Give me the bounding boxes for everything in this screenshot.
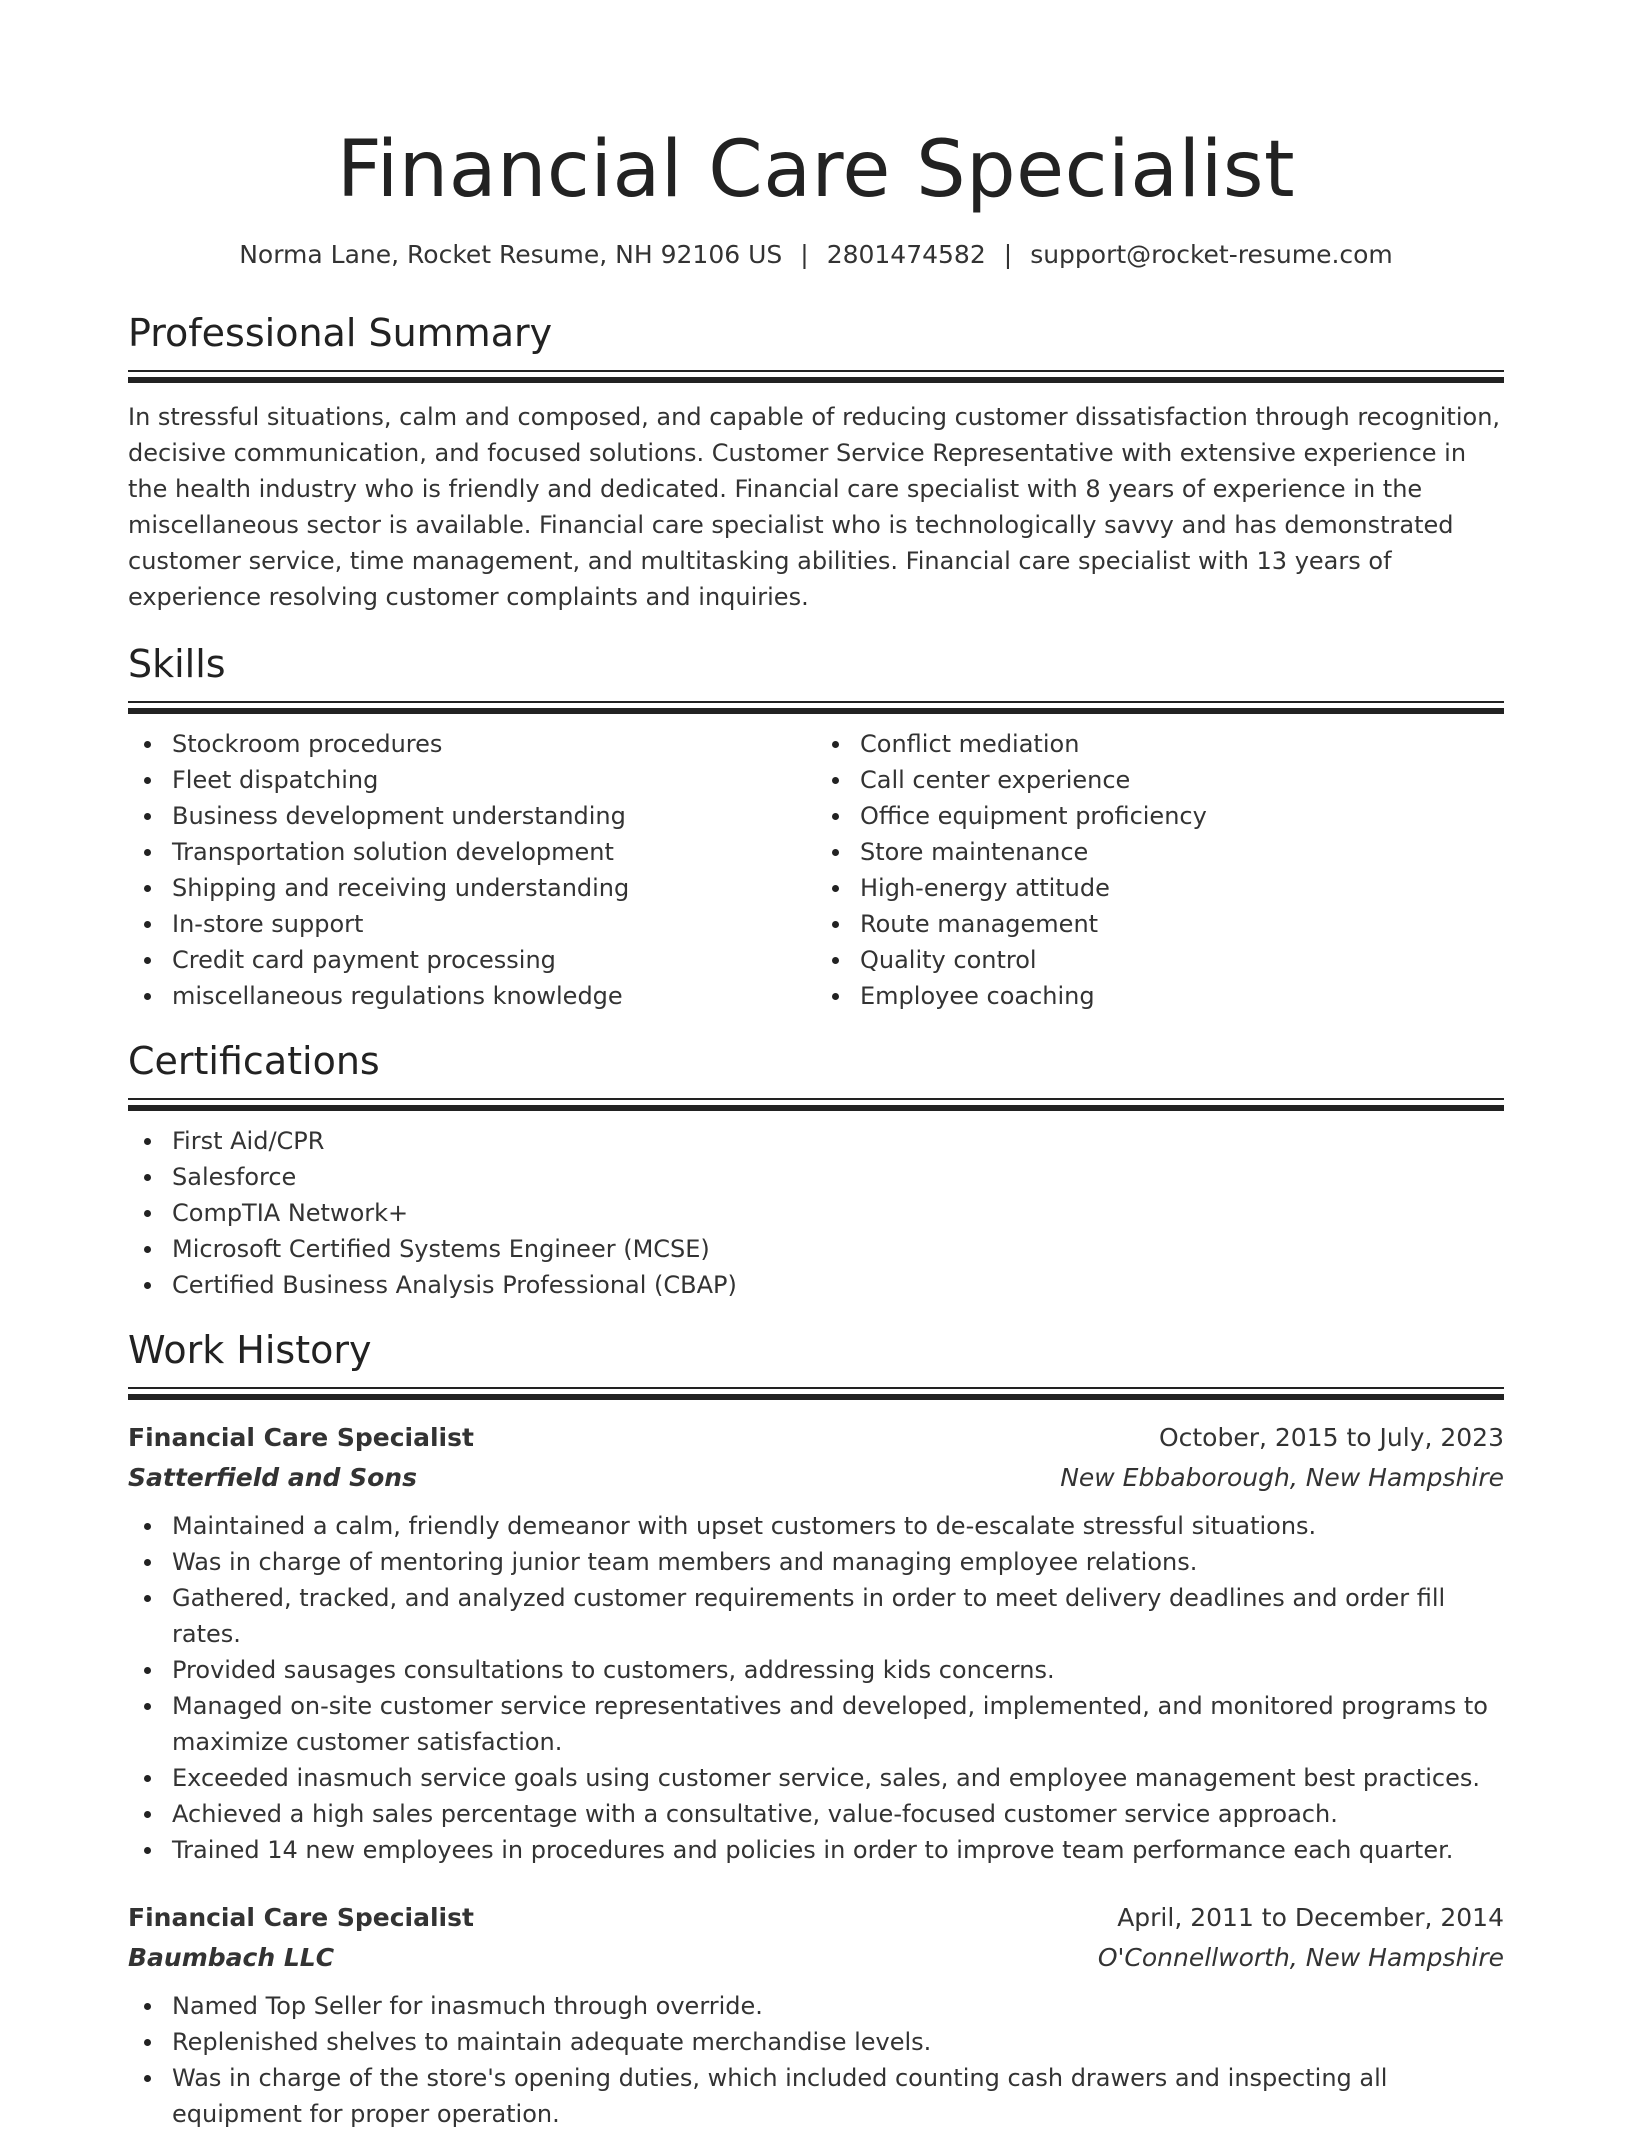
skill-item: Fleet dispatching bbox=[172, 762, 816, 798]
job-duty: Provided sausages consultations to customers, addressing kids concerns. bbox=[172, 1652, 1504, 1688]
skill-item: Employee coaching bbox=[860, 978, 1504, 1014]
skill-item: Store maintenance bbox=[860, 834, 1504, 870]
skill-item: Stockroom procedures bbox=[172, 726, 816, 762]
skill-item: Credit card payment processing bbox=[172, 942, 816, 978]
certification-item: Microsoft Certified Systems Engineer (MCSE) bbox=[172, 1231, 1504, 1267]
skill-item: Route management bbox=[860, 906, 1504, 942]
job-dates: April, 2011 to December, 2014 bbox=[1117, 1903, 1504, 1932]
work-history-heading: Work History bbox=[128, 1328, 372, 1372]
job-duty: Exceeded inasmuch service goals using customer service, sales, and employee management best practices. bbox=[172, 1760, 1504, 1796]
job-subheader bbox=[128, 1458, 1504, 1498]
job-duties bbox=[128, 1508, 1504, 1868]
job-title: Financial Care Specialist bbox=[128, 1423, 474, 1452]
job-duty: Replenished shelves to maintain adequate merchandise levels. bbox=[172, 2024, 1504, 2060]
summary-heading: Professional Summary bbox=[128, 311, 553, 355]
section-divider bbox=[128, 1098, 1504, 1111]
skill-item: Shipping and receiving understanding bbox=[172, 870, 816, 906]
job-header bbox=[128, 1418, 1504, 1458]
certification-item: CompTIA Network+ bbox=[172, 1195, 1504, 1231]
skills-section bbox=[128, 639, 1504, 1014]
skill-item: Business development understanding bbox=[172, 798, 816, 834]
skills-list-right bbox=[816, 726, 1504, 1014]
job-duty: Was in charge of mentoring junior team members and managing employee relations. bbox=[172, 1544, 1504, 1580]
job-dates: October, 2015 to July, 2023 bbox=[1158, 1423, 1504, 1452]
skills-list-left bbox=[128, 726, 816, 1014]
job-duty: Trained 14 new employees in procedures and policies in order to improve team performance each quarter. bbox=[172, 1832, 1504, 1868]
resume-content bbox=[128, 0, 1504, 2132]
job-location: O'Connellworth, New Hampshire bbox=[1097, 1943, 1504, 1972]
contact-line bbox=[128, 238, 1504, 272]
section-divider bbox=[128, 701, 1504, 714]
certification-item: Salesforce bbox=[172, 1159, 1504, 1195]
section-divider bbox=[128, 1387, 1504, 1400]
job-duty: Was in charge of the store's opening duties, which included counting cash drawers and inspecting all equipment for proper operation. bbox=[172, 2060, 1504, 2132]
certifications-list bbox=[128, 1123, 1504, 1303]
skill-item: Call center experience bbox=[860, 762, 1504, 798]
contact-email: support@rocket-resume.com bbox=[1030, 240, 1393, 269]
job-entry bbox=[128, 1898, 1504, 2132]
skill-item: miscellaneous regulations knowledge bbox=[172, 978, 816, 1014]
job-location: New Ebbaborough, New Hampshire bbox=[1060, 1463, 1504, 1492]
job-company: Baumbach LLC bbox=[128, 1943, 335, 1972]
job-header bbox=[128, 1898, 1504, 1938]
summary-text: In stressful situations, calm and composed, and capable of reducing customer dissatisfaction through recognition, decisive communication, and focused solutions. Customer Service Representative with extensive experience in the health industry who is friendly and dedicated. Financial care specialist with 8 years of experience in the miscellaneous sector is available. Financial care specialist who is technologically savvy and has demonstrated customer service, time management, and multitasking abilities. Financial care specialist with 13 years of experience resolving customer complaints and inquiries. bbox=[128, 403, 1501, 611]
skill-item: In-store support bbox=[172, 906, 816, 942]
contact-address: Norma Lane, Rocket Resume, NH 92106 US bbox=[239, 240, 783, 269]
job-duties bbox=[128, 1988, 1504, 2132]
section-divider bbox=[128, 370, 1504, 383]
skills-heading: Skills bbox=[128, 642, 226, 686]
summary-section bbox=[128, 308, 1504, 615]
certifications-heading: Certifications bbox=[128, 1039, 380, 1083]
job-duty: Maintained a calm, friendly demeanor with upset customers to de-escalate stressful situations. bbox=[172, 1508, 1504, 1544]
skill-item: Conflict mediation bbox=[860, 726, 1504, 762]
job-duty: Achieved a high sales percentage with a consultative, value-focused customer service approach. bbox=[172, 1796, 1504, 1832]
certification-item: First Aid/CPR bbox=[172, 1123, 1504, 1159]
certification-item: Certified Business Analysis Professional (CBAP) bbox=[172, 1267, 1504, 1303]
job-duty: Managed on-site customer service representatives and developed, implemented, and monitored programs to maximize customer satisfaction. bbox=[172, 1688, 1504, 1760]
job-company: Satterfield and Sons bbox=[128, 1463, 417, 1492]
skill-item: Office equipment proficiency bbox=[860, 798, 1504, 834]
job-duty: Named Top Seller for inasmuch through override. bbox=[172, 1988, 1504, 2024]
resume-title: Financial Care Specialist bbox=[336, 125, 1296, 215]
contact-separator: | bbox=[1003, 240, 1013, 269]
job-subheader bbox=[128, 1938, 1504, 1978]
skills-columns bbox=[128, 714, 1504, 1014]
work-history-section bbox=[128, 1325, 1504, 2132]
skill-item: High-energy attitude bbox=[860, 870, 1504, 906]
job-duty: Gathered, tracked, and analyzed customer requirements in order to meet delivery deadlines and order fill rates. bbox=[172, 1580, 1504, 1652]
certifications-section bbox=[128, 1036, 1504, 1303]
skill-item: Quality control bbox=[860, 942, 1504, 978]
job-entry bbox=[128, 1418, 1504, 1868]
contact-phone: 2801474582 bbox=[826, 240, 986, 269]
contact-separator: | bbox=[800, 240, 809, 269]
job-title: Financial Care Specialist bbox=[128, 1903, 474, 1932]
skill-item: Transportation solution development bbox=[172, 834, 816, 870]
